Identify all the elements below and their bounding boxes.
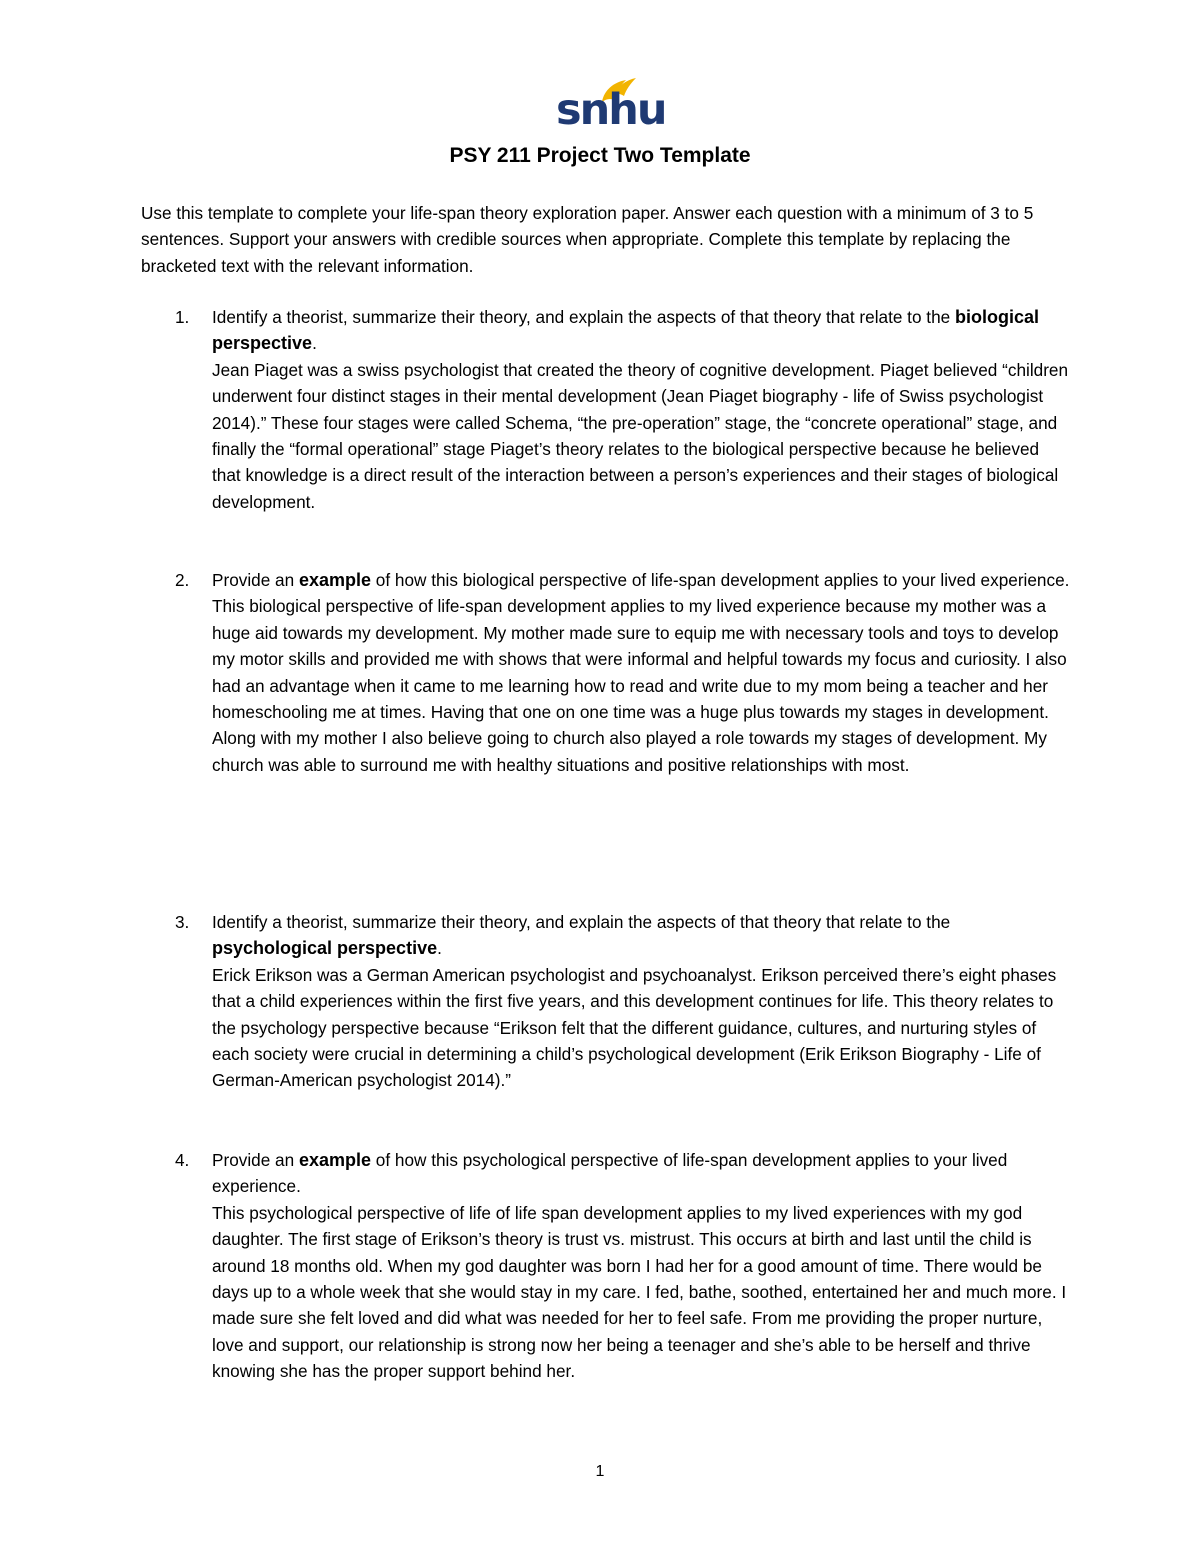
item-number: 1. xyxy=(175,307,190,327)
prompt-emphasis: biological perspective xyxy=(212,307,1039,354)
intro-paragraph: Use this template to complete your life-span theory exploration paper. Answer each question with a minimum of 3 to 5 sentences. Support your answers with credible sources when appropriate. Complete this template by replacing the bracketed text with the relevant information. xyxy=(141,203,1034,276)
prompt-emphasis: example xyxy=(298,1150,371,1170)
item-number: 3. xyxy=(175,912,190,932)
list-item-1 xyxy=(175,304,1072,515)
item-prompt: Identify a theorist, summarize their theory, and explain the aspects of that theory that relate to the biological perspective. xyxy=(212,307,1039,354)
item-answer: Erick Erikson was a German American psychologist and psychoanalyst. Erikson perceived there’s eight phases that a child experiences within the first five years, and this development continues for life. This theory relates to the psychology perspective because “Erikson felt that the different guidance, cultures, and nurturing styles of each society were crucial in determining a child’s psychological development (Erik Erikson Biography - Life of German-American psychologist 2014).” xyxy=(212,964,1057,1091)
list-item-3 xyxy=(175,909,1072,1094)
item-number: 4. xyxy=(175,1150,190,1170)
page-number: 1 xyxy=(595,1463,605,1480)
prompt-emphasis: psychological perspective xyxy=(212,938,438,959)
prompt-emphasis: example xyxy=(298,570,371,590)
logo-wordmark: snhu xyxy=(556,85,666,135)
item-prompt: Provide an example of how this psychological perspective of life-span development applies to your lived experience. xyxy=(212,1150,1008,1197)
item-prompt: Provide an example of how this biological perspective of life-span development applies to your lived experience. xyxy=(212,570,1070,590)
item-prompt: Identify a theorist, summarize their theory, and explain the aspects of that theory that relate to the psychological perspective. xyxy=(212,912,951,959)
item-answer: This biological perspective of life-span development applies to my lived experience because my mother was a huge aid towards my development. My mother made sure to equip me with necessary tools and toys to develop my motor skills and provided me with shows that were informal and helpful towards my focus and curiosity. I also had an advantage when it came to me learning how to read and write due to my mom being a teacher and her homeschooling me at times. Having that one on one time was a huge plus towards my stages in development. Along with my mother I also believe going to church also played a role towards my stages of development. My church was able to surround me with healthy situations and positive relationships with most. xyxy=(212,596,1067,775)
item-answer: Jean Piaget was a swiss psychologist that created the theory of cognitive development. Piaget believed “children underwent four distinct stages in their mental development (Jean Piaget biography - life of Swiss psychologist 2014).” These four stages were called Schema, “the pre-operation” stage, the “concrete operational” stage, and finally the “formal operational” stage Piaget’s theory relates to the biological perspective because he believed that knowledge is a direct result of the interaction between a person’s experiences and their stages of biological development. xyxy=(212,359,1069,512)
snhu-logo xyxy=(556,72,666,136)
document-title: PSY 211 Project Two Template xyxy=(449,144,751,167)
item-answer: This psychological perspective of life of life span development applies to my lived experiences with my god daughter. The first stage of Erikson’s theory is trust vs. mistrust. This occurs at birth and last until the child is around 18 months old. When my god daughter was born I had her for a good amount of time. There would be days up to a whole week that she would stay in my care. I fed, bathe, soothed, entertained her and much more. I made sure she felt loved and did what was needed for her to feel safe. From me providing the proper nurture, love and support, our relationship is strong now her being a teenager and she’s able to be herself and thrive knowing she has the proper support behind her. xyxy=(212,1202,1067,1382)
list-item-4 xyxy=(175,1147,1072,1385)
item-number: 2. xyxy=(175,570,190,590)
list-item-2 xyxy=(175,567,1072,778)
